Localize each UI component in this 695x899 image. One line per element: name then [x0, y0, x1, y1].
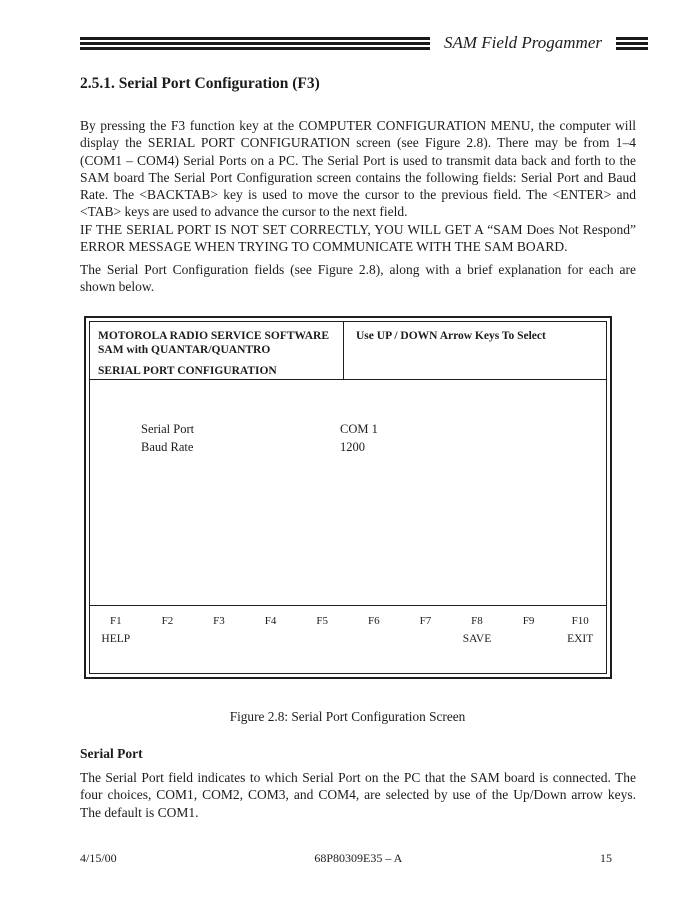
paragraph-fields-note: The Serial Port Configuration fields (see Figure 2.8), along with a brief explanation for each are shown below. [80, 262, 636, 295]
fkey-f9-label: F9 [522, 615, 535, 627]
fkey-f10[interactable] [554, 615, 606, 673]
footer-doc-number: 68P80309E35 – A [314, 851, 403, 865]
fkey-f10-label: F10 [571, 615, 589, 627]
screen-body [90, 380, 606, 605]
fkey-f7[interactable] [400, 615, 452, 673]
header-rule-right [616, 37, 648, 50]
serial-port-field-value[interactable]: COM 1 [340, 422, 378, 436]
fkey-f1[interactable] [90, 615, 142, 673]
footer-date: 4/15/00 [80, 851, 117, 865]
screen-header [90, 322, 606, 380]
screen-title: SERIAL PORT CONFIGURATION [98, 365, 277, 377]
fkey-f2[interactable] [142, 615, 194, 673]
screen-frame [89, 321, 607, 674]
footer-page-number: 15 [600, 851, 612, 865]
fkey-f4-label: F4 [264, 615, 277, 627]
fkey-f3[interactable] [193, 615, 245, 673]
fkey-f3-label: F3 [213, 615, 225, 627]
serial-port-heading: Serial Port [80, 746, 143, 761]
screen-fkey-bar [90, 605, 606, 673]
fkey-f4[interactable] [245, 615, 297, 673]
screen-header-left [90, 322, 344, 379]
field-row-serial-port [141, 420, 606, 438]
fkey-f5-label: F5 [316, 615, 328, 627]
section-heading: 2.5.1. Serial Port Configuration (F3) [80, 75, 320, 92]
fkey-f8-function: SAVE [462, 633, 492, 645]
fkey-f9[interactable] [503, 615, 555, 673]
screen-software-subtitle: SAM with QUANTAR/QUANTRO [98, 344, 271, 356]
page-footer [80, 851, 612, 866]
fkey-f6[interactable] [348, 615, 400, 673]
baud-rate-field-label: Baud Rate [141, 440, 194, 454]
fkey-f7-label: F7 [419, 615, 432, 627]
page-header [80, 33, 648, 53]
fkey-f8[interactable] [451, 615, 503, 673]
header-rule-left [80, 37, 430, 50]
fkey-f1-function: HELP [101, 633, 131, 645]
fkey-f1-label: F1 [109, 615, 122, 627]
fkey-f2-label: F2 [161, 615, 174, 627]
baud-rate-field-value[interactable]: 1200 [340, 440, 365, 454]
paragraph-intro: By pressing the F3 function key at the COMPUTER CONFIGURATION MENU, the computer will display the SERIAL PORT CONFIGURATION screen (see Figure 2.8). There may be from 1–4 (COM1 – COM4) Serial Ports on a PC. The Serial Port is used to transmit data back and forth to the SAM board The Serial Port Configuration screen contains the following fields: Serial Port and Baud Rate. The <BACKTAB> key is used to move the cursor to the previous field. The <ENTER> and <TAB> keys are used to advance the cursor to the next field. [80, 118, 636, 220]
fkey-f10-function: EXIT [567, 633, 594, 645]
serial-port-paragraph: The Serial Port field indicates to which Serial Port on the PC that the SAM board is connected. The four choices, COM1, COM2, COM3, and COM4, are selected by use of the Up/Down arrow keys. The default is COM1. [80, 770, 636, 820]
figure-serial-port-screen [84, 316, 612, 679]
screen-software-title: MOTOROLA RADIO SERVICE SOFTWARE [98, 330, 330, 342]
fkey-f8-label: F8 [471, 615, 483, 627]
field-row-baud-rate [141, 438, 606, 456]
fkey-f6-label: F6 [367, 615, 380, 627]
header-title: SAM Field Progammer [443, 33, 602, 52]
serial-port-field-label: Serial Port [141, 422, 195, 436]
fkey-f5[interactable] [296, 615, 348, 673]
figure-caption: Figure 2.8: Serial Port Configuration Screen [229, 709, 466, 724]
paragraph-warning: IF THE SERIAL PORT IS NOT SET CORRECTLY, YOU WILL GET A “SAM Does Not Respond” ERROR MESSAGE WHEN TRYING TO COMMUNICATE WITH THE SAM BOARD. [80, 222, 636, 255]
screen-hint: Use UP / DOWN Arrow Keys To Select [356, 330, 546, 342]
